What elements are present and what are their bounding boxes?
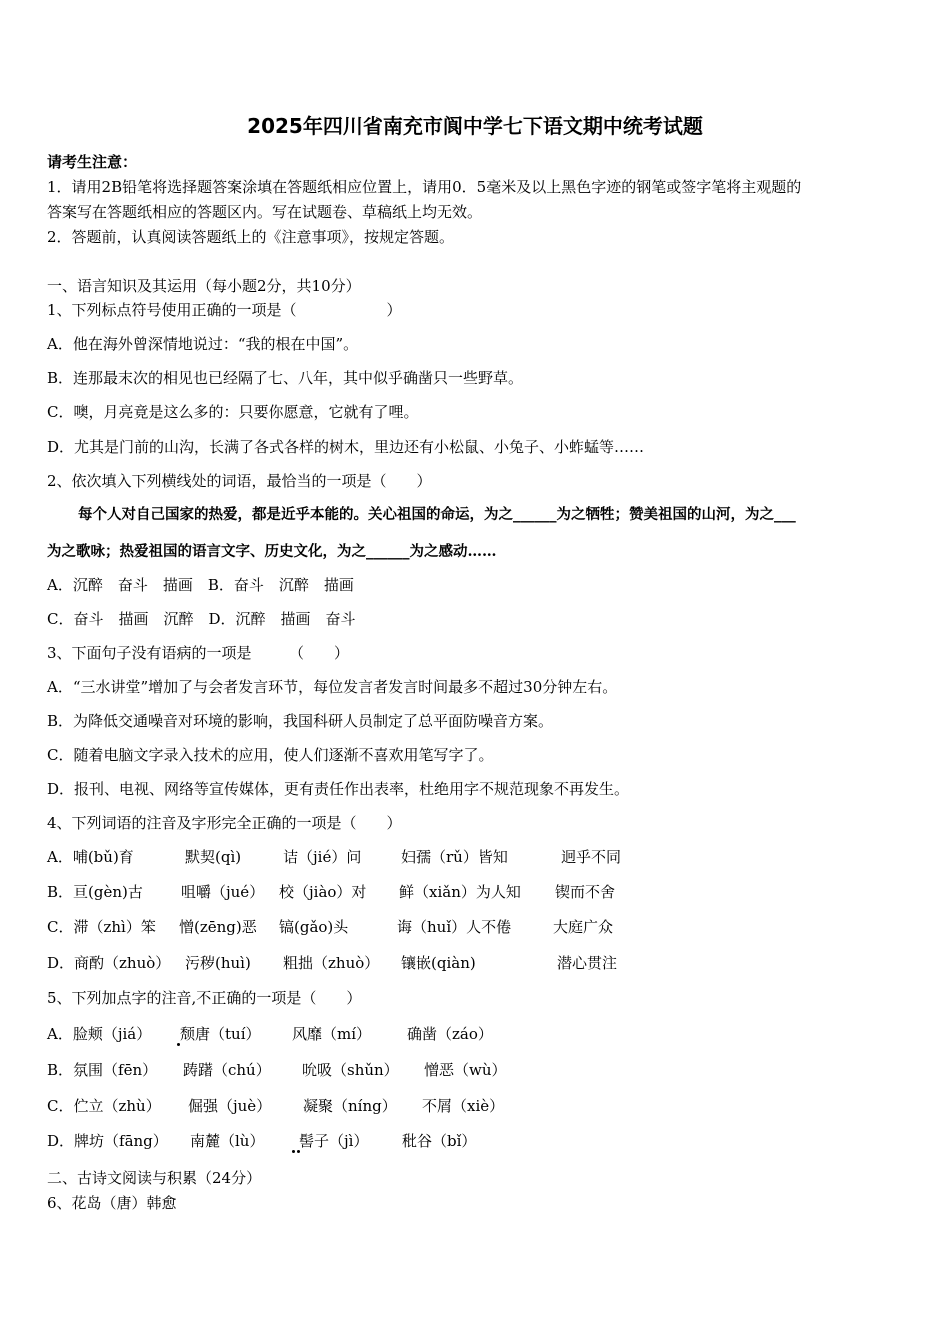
q5-b-word-3: 吮吸（shǔn）	[302, 1061, 399, 1079]
q5-b-word-1: B．氛围（fēn）	[47, 1061, 158, 1079]
q4-b-word-5: 锲而不舍	[555, 883, 616, 901]
q5-d-word-4: 秕谷（bǐ）	[402, 1132, 477, 1150]
q1-option-d: D．尤其是门前的山沟，长满了各式各样的树木，里边还有小松鼠、小兔子、小蚱蜢等……	[47, 438, 645, 456]
q3-option-b: B．为降低交通噪音对环境的影响，我国科研人员制定了总平面防噪音方案。	[47, 712, 554, 730]
emphasis-dot	[297, 1150, 300, 1153]
q4-stem: 4、下列词语的注音及字形完全正确的一项是（ ）	[47, 814, 402, 832]
q4-a-word-3: 诘（jié）问	[283, 848, 362, 866]
notice-line-1: 1．请用2B铅笔将选择题答案涂填在答题纸相应位置上，请用0．5毫米及以上黑色字迹的钢笔或签字笔将主观题的	[47, 178, 802, 196]
q4-b-word-2: 咀嚼（jué）	[181, 883, 265, 901]
q3-option-c: C．随着电脑文字录入技术的应用，使人们逐渐不喜欢用笔写字了。	[47, 746, 494, 764]
notice-heading: 请考生注意：	[47, 153, 138, 171]
q4-d-word-2: 污秽(huì)	[185, 954, 251, 972]
q4-c-word-5: 大庭广众	[553, 918, 614, 936]
q1-option-b: B．连那最末次的相见也已经隔了七、八年，其中似乎确凿只一些野草。	[47, 369, 524, 387]
notice-line-3: 2．答题前，认真阅读答题纸上的《注意事项》，按规定答题。	[47, 228, 455, 246]
q5-a-word-2: 颓唐（tuí）	[180, 1025, 261, 1043]
q2-passage-line-1: 每个人对自己国家的热爱，都是近乎本能的。关心祖国的命运，为之______为之牺牲；赞美祖国的山河，为之___	[78, 506, 796, 523]
q2-options-cd: C．奋斗 描画 沉醉 D．沉醉 描画 奋斗	[47, 610, 356, 628]
q4-a-word-5: 迥乎不同	[561, 848, 622, 866]
q4-b-word-1: B．亘(gèn)古	[47, 883, 143, 901]
q4-d-word-5: 潜心贯注	[557, 954, 618, 972]
q4-a-word-2: 默契(qì)	[185, 848, 242, 866]
q1-option-a: A．他在海外曾深情地说过：“我的根在中国”。	[47, 335, 359, 353]
q1-stem: 1、下列标点符号使用正确的一项是（ ）	[47, 301, 402, 319]
q3-stem: 3、下面句子没有语病的一项是 （ ）	[47, 644, 350, 662]
q6-stem: 6、花岛（唐）韩愈	[47, 1194, 177, 1212]
q5-c-word-4: 不屑（xiè）	[422, 1097, 505, 1115]
q4-b-word-3: 校（jiào）对	[279, 883, 367, 901]
q5-stem: 5、下列加点字的注音,不正确的一项是（ ）	[47, 989, 362, 1007]
notice-line-2: 答案写在答题纸相应的答题区内。写在试题卷、草稿纸上均无效。	[47, 203, 483, 221]
q5-b-word-4: 憎恶（wù）	[424, 1061, 507, 1079]
q4-a-word-4: 妇孺（rǔ）皆知	[401, 848, 508, 866]
emphasis-dot	[177, 1043, 180, 1046]
q5-d-word-1: D．牌坊（fāng）	[47, 1132, 168, 1150]
section1-heading: 一、语言知识及其运用（每小题2分，共10分）	[47, 277, 361, 295]
q4-b-word-4: 鲜（xiǎn）为人知	[399, 883, 521, 901]
page-title: 2025年四川省南充市阆中学七下语文期中统考试题	[247, 114, 703, 138]
q5-a-word-3: 风靡（mí）	[292, 1025, 372, 1043]
q5-a-word-4: 确凿（záo）	[407, 1025, 493, 1043]
q5-c-word-3: 凝聚（níng）	[303, 1097, 397, 1115]
q5-b-word-2: 踌躇（chú）	[183, 1061, 271, 1079]
q1-option-c: C．噢，月亮竟是这么多的：只要你愿意，它就有了哩。	[47, 403, 419, 421]
q5-a-word-1: A．脸颊（jiá）	[47, 1025, 152, 1043]
q2-passage-line-2: 为之歌咏；热爱祖国的语言文字、历史文化，为之______为之感动……	[47, 543, 497, 560]
q2-options-ab: A．沉醉 奋斗 描画 B．奋斗 沉醉 描画	[47, 576, 354, 594]
section2-heading: 二、古诗文阅读与积累（24分）	[47, 1169, 262, 1187]
q4-c-word-3: 镐(gǎo)头	[279, 918, 349, 936]
q4-a-word-1: A．哺(bǔ)育	[47, 848, 134, 866]
q5-c-word-1: C．伫立（zhù）	[47, 1097, 161, 1115]
q4-c-word-1: C．滞（zhì）笨	[47, 918, 156, 936]
q5-d-word-2: 南麓（lù）	[190, 1132, 265, 1150]
q5-d-word-3: 髻子（jì）	[299, 1132, 369, 1150]
q5-c-word-2: 倔强（juè）	[188, 1097, 272, 1115]
q4-d-word-3: 粗拙（zhuò）	[283, 954, 380, 972]
q4-d-word-4: 镶嵌(qiàn)	[401, 954, 476, 972]
emphasis-dot	[292, 1150, 295, 1153]
q3-option-a: A．“三水讲堂”增加了与会者发言环节，每位发言者发言时间最多不超过30分钟左右。	[47, 678, 618, 696]
q4-c-word-4: 诲（huǐ）人不倦	[397, 918, 512, 936]
q4-d-word-1: D．商酌（zhuò）	[47, 954, 171, 972]
q2-stem-text: 2、依次填入下列横线处的词语，最恰当的一项是（ ）	[47, 472, 432, 490]
q4-c-word-2: 憎(zēng)恶	[179, 918, 257, 936]
q3-option-d: D．报刊、电视、网络等宣传媒体，更有责任作出表率，杜绝用字不规范现象不再发生。	[47, 780, 630, 798]
